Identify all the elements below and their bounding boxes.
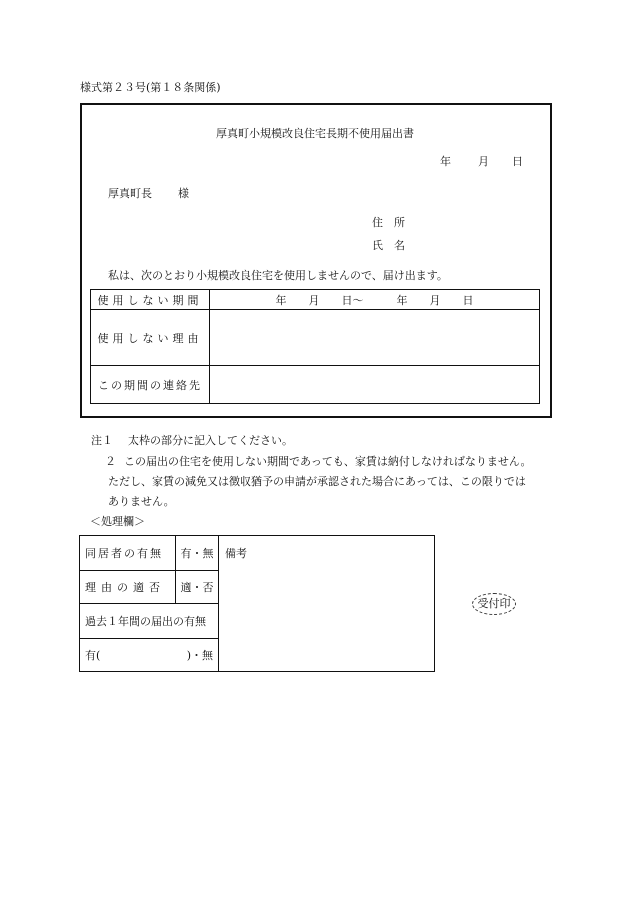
reason-approval-label: 理由の適否 bbox=[80, 571, 176, 604]
date-day-label: 日 bbox=[512, 155, 523, 168]
addressee: 厚真町長 bbox=[108, 187, 152, 200]
note2-line2: ただし、家賃の減免又は徴収猶予の申請が承認された場合にあっては、この限りでは bbox=[108, 475, 526, 488]
address-label: 住 所 bbox=[372, 216, 405, 229]
reason-field[interactable] bbox=[210, 310, 540, 366]
past-year-value-right: )・無 bbox=[186, 649, 213, 662]
note1-text: 太枠の部分に記入してください。 bbox=[128, 434, 293, 447]
past-year-label: 過去１年間の届出の有無 bbox=[80, 604, 219, 639]
contact-field[interactable] bbox=[210, 366, 540, 404]
processing-table bbox=[79, 535, 435, 672]
period-table bbox=[90, 289, 540, 404]
note2-number: ２ bbox=[105, 455, 116, 468]
past-year-value[interactable] bbox=[80, 639, 219, 672]
cohabitant-value[interactable]: 有・無 bbox=[176, 536, 219, 571]
form-number: 様式第２３号(第１８条関係) bbox=[80, 81, 221, 94]
period-label: 使用しない期間 bbox=[91, 290, 210, 310]
period-value[interactable]: 年 月 日～ 年 月 日 bbox=[210, 290, 540, 310]
remarks-label: 備考 bbox=[219, 536, 435, 672]
statement: 私は、次のとおり小規模改良住宅を使用しませんので、届け出ます。 bbox=[108, 269, 448, 282]
past-year-value-left: 有( bbox=[85, 649, 101, 662]
form-title: 厚真町小規模改良住宅長期不使用届出書 bbox=[216, 127, 414, 140]
name-label: 氏 名 bbox=[372, 239, 405, 252]
cohabitant-label: 同居者の有無 bbox=[80, 536, 176, 571]
contact-label: この期間の連絡先 bbox=[91, 366, 210, 404]
reason-approval-value[interactable]: 適・否 bbox=[176, 571, 219, 604]
honorific: 様 bbox=[178, 187, 189, 200]
note1-number: 注１ bbox=[91, 434, 113, 447]
note2-line3: ありません。 bbox=[108, 495, 175, 508]
reason-label: 使用しない理由 bbox=[91, 310, 210, 366]
note2-line1: この届出の住宅を使用しない期間であっても、家賃は納付しなければなりません。 bbox=[124, 455, 532, 468]
reception-stamp: 受付印 bbox=[472, 593, 516, 615]
processing-heading: ＜処理欄＞ bbox=[90, 515, 145, 528]
date-year-label: 年 bbox=[440, 155, 451, 168]
date-month-label: 月 bbox=[478, 155, 489, 168]
